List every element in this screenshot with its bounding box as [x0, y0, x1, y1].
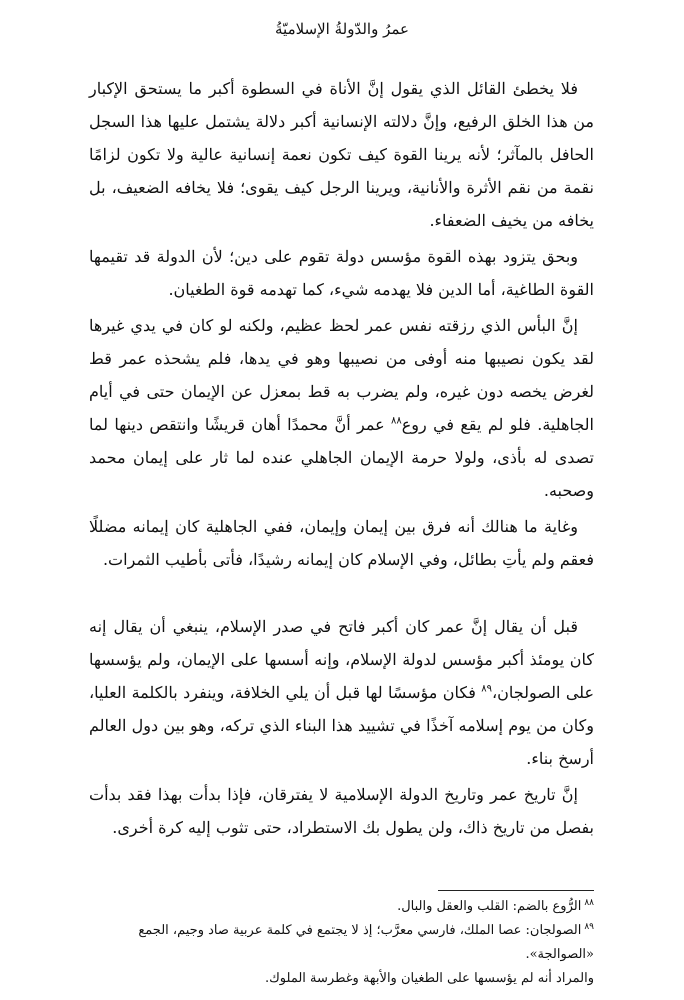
paragraph-text: فكان مؤسسًا لها قبل أن يلي الخلافة، وينفرد بالكلمة العليا، وكان من يوم إسلامه آخذًا في تشييد هذا البناء الذي تركه، وهو بين دول العالم أرسخ بناء. [89, 683, 594, 768]
paragraph-text: إنَّ البأس الذي رزقته نفس عمر لحظ عظيم، ولكنه لو كان في يدي غيرها لقد يكون نصيبها منه أوفى من نصيبها وهو في يدها، فلم يشحذه عمر قط لغرض يخصه دون غيره، ولم يضرب به قط بمعزل عن الإيمان حتى في أيام الجاهلية. فلو لم يقع في روع [89, 316, 594, 434]
paragraph-text: عمر أنَّ محمدًا أهان قريشًا وانتقص دينها لما تصدى له بأذى، ولولا حرمة الإيمان الجاهلي عنده لما ثار على إيمان محمد وصحبه. [89, 415, 594, 500]
footnote-ref[interactable]: ٨٩ [481, 683, 492, 695]
footnote-ref[interactable]: ٨٨ [390, 415, 402, 427]
footnote [89, 919, 594, 967]
body-text [89, 72, 594, 844]
paragraph: فلا يخطئ القائل الذي يقول إنَّ الأناة في السطوة أكبر ما يستحق الإكبار من هذا الخلق الرفيع، وإنَّ دلالته الإنسانية أكبر دلالة يشتمل عليها هذا السجل الحافل بالمآثر؛ لأنه يرينا القوة كيف تكون نعمة إنسانية عالية ولا تكون لزامًا نقمة من نقم الأثرة والأنانية، ويرينا الرجل كيف يقوى؛ فلا يخافه الضعيف، بل يخافه من يخيف الضعفاء. [89, 79, 594, 230]
footnote-number: ٨٨ [584, 897, 594, 908]
paragraph: إنَّ تاريخ عمر وتاريخ الدولة الإسلامية لا يفترقان، فإذا بدأت بهذا فقد بدأت بفصل من تاريخ ذاك، ولن يطول بك الاستطراد، حتى تثوب إليه كرة أخرى. [89, 785, 594, 837]
footnotes [89, 895, 594, 991]
paragraph: وبحق يتزود بهذه القوة مؤسس دولة تقوم على دين؛ لأن الدولة قد تقيمها القوة الطاغية، أما الدين فلا يهدمه شيء، كما تهدمه قوة الطغيان. [89, 247, 594, 299]
footnote [89, 895, 594, 919]
footnote-continuation [89, 967, 594, 991]
footnote-number: ٨٩ [584, 921, 594, 932]
paragraph: وغاية ما هنالك أنه فرق بين إيمان وإيمان، ففي الجاهلية كان إيمانه مضللًا فعقم ولم يأتِ بطائل، وفي الإسلام كان إيمانه رشيدًا، فأتى بأطيب الثمرات. [89, 517, 594, 569]
paragraph [89, 309, 594, 507]
footnote-text: الصولجان: عصا الملك، فارسي معرَّب؛ إذ لا يجتمع في كلمة عربية صاد وجيم، الجمع «الصوالجة». [138, 923, 594, 962]
paragraph-text: قبل أن يقال إنَّ عمر كان أكبر فاتح في صدر الإسلام، ينبغي أن يقال إنه كان يومئذ أكبر مؤسس لدولة الإسلام، وإنه أسسها على الإيمان، ولم يؤسسها على الصولجان، [89, 617, 595, 702]
paragraph [89, 610, 594, 775]
footnote-divider [438, 890, 594, 891]
running-header: عمرُ والدّولةُ الإسلاميّةُ [275, 20, 409, 38]
footnote-text: الرُّوع بالضم: القلب والعقل والبال. [397, 899, 582, 914]
footnote-text: والمراد أنه لم يؤسسها على الطغيان والأبهة وغطرسة الملوك. [264, 971, 594, 986]
